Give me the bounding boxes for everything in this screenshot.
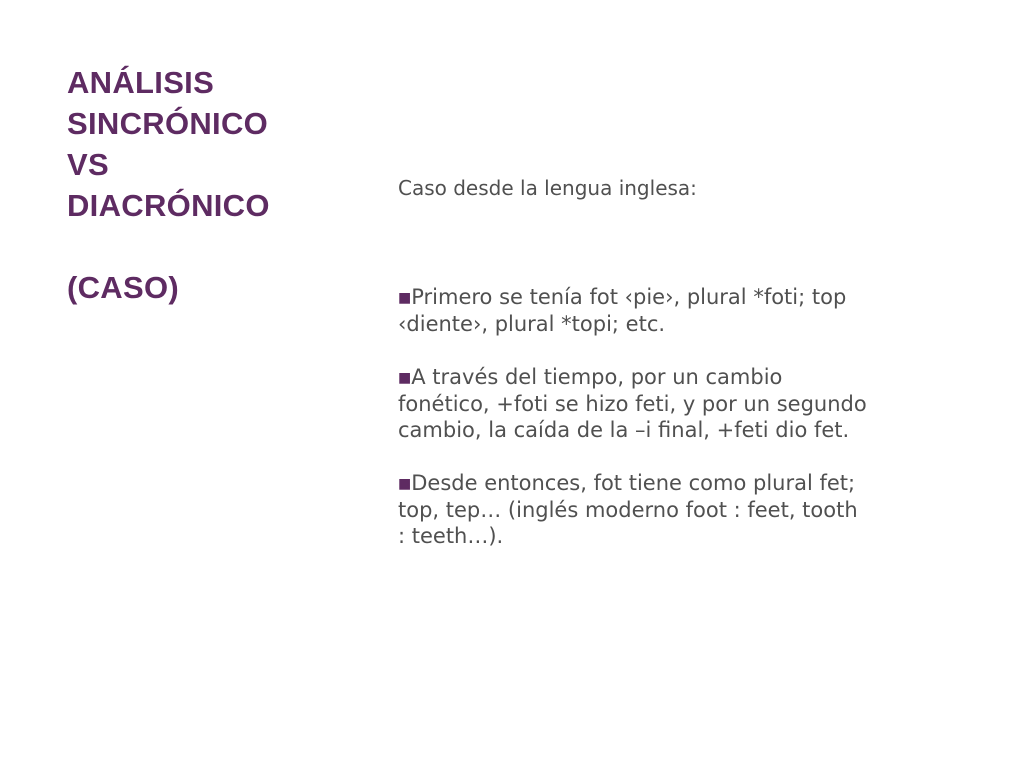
slide-body (398, 175, 868, 576)
square-bullet-icon: ■ (398, 370, 412, 386)
title-line: (CASO) (67, 270, 180, 305)
bullet-paragraph (398, 364, 868, 443)
paragraph-text: Primero se tenía fot ‹pie›, plural *foti; top ‹diente›, plural *topi; etc. (398, 285, 847, 336)
title-line: SINCRÓNICO (67, 106, 269, 141)
paragraph-text: A través del tiempo, por un cambio fonético, +foti se hizo feti, y por un segundo cambio, la caída de la –i final, +feti dio fet. (398, 365, 867, 442)
square-bullet-icon: ■ (398, 476, 412, 492)
title-spacer (67, 226, 367, 267)
square-bullet-icon: ■ (398, 290, 412, 306)
slide-title (67, 62, 367, 308)
bullet-paragraph (398, 470, 868, 549)
intro-text: Caso desde la lengua inglesa: (398, 176, 697, 200)
paragraph-text: Desde entonces, fot tiene como plural fet; top, tep… (inglés moderno foot : feet, tooth : teeth…). (398, 471, 858, 548)
title-line: VS (67, 147, 109, 182)
title-line: ANÁLISIS (67, 65, 215, 100)
title-line: DIACRÓNICO (67, 188, 270, 223)
bullet-paragraph (398, 284, 868, 337)
